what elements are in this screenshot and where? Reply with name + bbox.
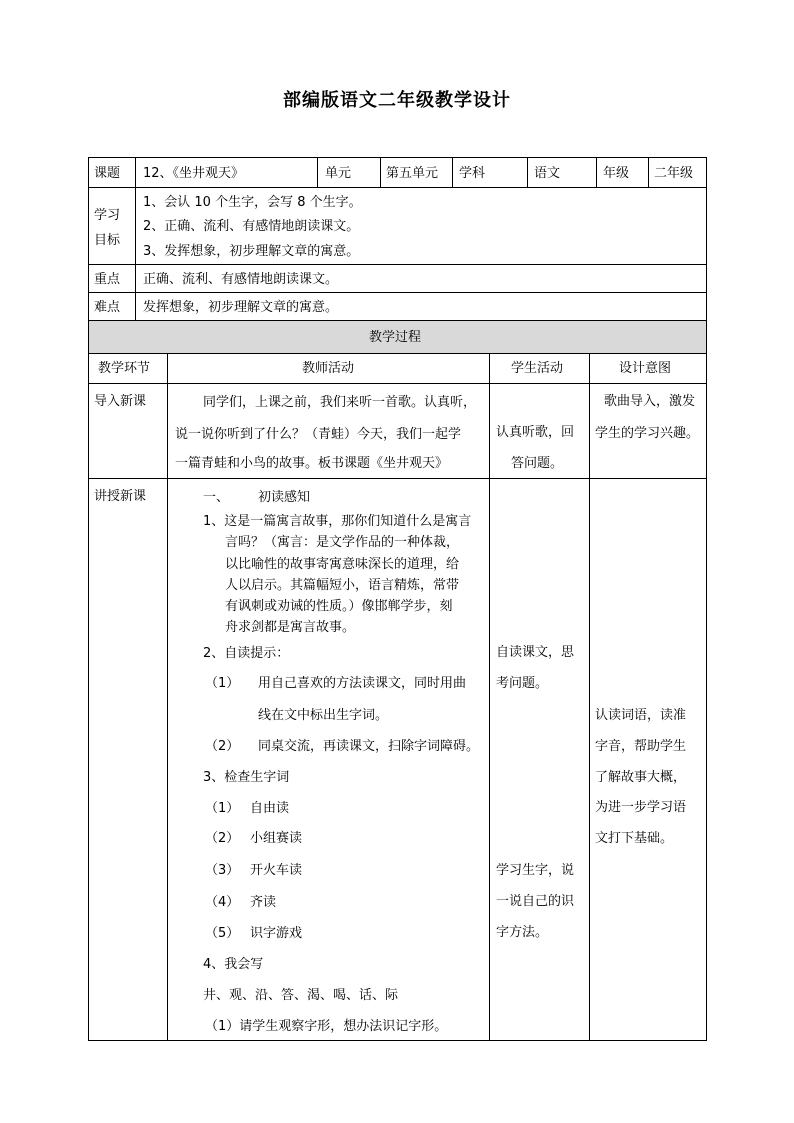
- lecture-item3-title: 3、检查生字词: [203, 770, 290, 785]
- lecture-sub-number: （1）: [205, 676, 240, 691]
- topic-value: 12、《坐井观天》: [143, 166, 245, 181]
- lecture-student-line: 一说自己的识: [496, 894, 575, 909]
- lecture-item1-line: 以比喻性的故事寄寓意味深长的道理，给: [225, 557, 460, 572]
- lecture-intent-line: 字音，帮助学生: [595, 739, 687, 754]
- key-point-text: 正确、流利、有感情地朗读课文。: [143, 272, 339, 287]
- col-divider: [167, 353, 168, 1041]
- document-title: 部编版语文二年级教学设计: [283, 90, 511, 111]
- lecture-intent-line: 了解故事大概，: [595, 770, 687, 785]
- col-divider: [527, 157, 528, 187]
- process-title: 教学过程: [369, 330, 422, 345]
- lecture-sub-number: （2）: [205, 739, 240, 754]
- lecture-item1-line: 人以启示。其篇幅短小，语言精炼，常带: [225, 578, 460, 593]
- lecture-item1-line: 舟求剑都是寓言故事。: [225, 620, 356, 635]
- lecture-sub-text: 识字游戏: [250, 926, 303, 941]
- lecture-item4-title: 4、我会写: [203, 957, 264, 972]
- topic-label: 课题: [94, 166, 121, 181]
- lecture-student-line: 学习生字，说: [496, 863, 575, 878]
- subject-label: 学科: [459, 166, 486, 181]
- col-header-intent: 设计意图: [619, 361, 672, 376]
- row-divider: [88, 383, 707, 384]
- grade-value: 二年级: [654, 166, 694, 181]
- col-divider: [452, 157, 453, 187]
- lecture-sub-text: 自由读: [250, 801, 290, 816]
- lecture-sub-text: 用自己喜欢的方法读课文，同时用曲: [258, 676, 467, 691]
- row-divider: [88, 353, 707, 354]
- subject-value: 语文: [534, 166, 561, 181]
- lecture-item2-title: 2、自读提示：: [203, 646, 290, 661]
- lecture-intent-line: 文打下基础。: [595, 831, 674, 846]
- goal-item: 2、正确、流利、有感情地朗读课文。: [143, 219, 360, 234]
- goals-label: 学习: [94, 208, 121, 223]
- unit-value: 第五单元: [386, 166, 439, 181]
- row-divider: [88, 320, 707, 321]
- lecture-item1-line: 1、这是一篇寓言故事，那你们知道什么是寓言: [203, 514, 472, 529]
- stage-intro: 导入新课: [94, 394, 147, 409]
- lecture-intent-line: 认读词语，读准: [595, 708, 687, 723]
- col-divider: [380, 157, 381, 187]
- lecture-sub-number: （2）: [205, 831, 240, 846]
- row-divider: [88, 264, 707, 265]
- section-title: 初读感知: [258, 490, 311, 505]
- intro-teacher-line: 一篇青蛙和小鸟的故事。板书课题《坐井观天》: [175, 456, 449, 471]
- intro-student-line: 答问题。: [511, 456, 564, 471]
- lecture-student-line: 自读课文，思: [496, 645, 575, 660]
- lecture-sub-number: （3）: [205, 863, 240, 878]
- lecture-sub-number: （4）: [205, 895, 240, 910]
- col-header-teacher: 教师活动: [302, 361, 355, 376]
- intro-student-line: 认真听歌，回: [496, 425, 575, 440]
- lecture-sub-text: 开火车读: [250, 863, 303, 878]
- col-divider: [596, 157, 597, 187]
- row-divider: [88, 292, 707, 293]
- intro-intent-line: 学生的学习兴趣。: [595, 426, 700, 441]
- stage-lecture: 讲授新课: [94, 489, 147, 504]
- col-divider: [648, 157, 649, 187]
- lecture-student-line: 字方法。: [496, 925, 549, 940]
- lecture-item1-line: 有讽刺或劝诫的性质。）像邯郸学步，刻: [225, 599, 453, 614]
- goals-label: 目标: [94, 233, 121, 248]
- lecture-sub-number: （5）: [205, 926, 240, 941]
- lecture-sub-text: 齐读: [250, 895, 277, 910]
- row-divider: [88, 478, 707, 479]
- col-header-stage: 教学环节: [98, 361, 151, 376]
- goal-item: 1、会认 10 个生字，会写 8 个生字。: [143, 195, 362, 210]
- lecture-item1-line: 言吗？（寓言：是文学作品的一种体裁，: [225, 535, 460, 550]
- difficulty-label: 难点: [94, 300, 121, 315]
- lecture-sub-text: 同桌交流，再读课文，扫除字词障碍。: [258, 739, 480, 754]
- unit-label: 单元: [325, 166, 352, 181]
- goal-item: 3、发挥想象，初步理解文章的寓意。: [143, 244, 360, 259]
- lecture-sub-number: （1）: [205, 801, 240, 816]
- difficulty-text: 发挥想象，初步理解文章的寓意。: [143, 300, 339, 315]
- col-divider: [489, 353, 490, 1041]
- col-header-student: 学生活动: [511, 361, 564, 376]
- intro-teacher-line: 说一说你听到了什么？（青蛙）今天，我们一起学: [175, 427, 462, 442]
- section-number: 一、: [203, 490, 230, 505]
- col-divider: [135, 157, 136, 320]
- lecture-item4-chars: 井、观、沿、答、渴、喝、话、际: [203, 988, 399, 1003]
- intro-intent-line: 歌曲导入，激发: [604, 394, 696, 409]
- lecture-item4-sub: （1）请学生观察字形，想办法识记字形。: [205, 1019, 448, 1034]
- col-divider: [317, 157, 318, 187]
- lecture-sub-text: 小组赛读: [250, 831, 303, 846]
- lecture-intent-line: 为进一步学习语: [595, 800, 687, 815]
- grade-label: 年级: [603, 166, 630, 181]
- col-divider: [589, 353, 590, 1041]
- lecture-student-line: 考问题。: [496, 676, 549, 691]
- row-divider: [88, 187, 707, 188]
- intro-teacher-line: 同学们，上课之前，我们来听一首歌。认真听，: [203, 395, 477, 410]
- lecture-sub-text: 线在文中标出生字词。: [258, 708, 389, 723]
- key-point-label: 重点: [94, 272, 121, 287]
